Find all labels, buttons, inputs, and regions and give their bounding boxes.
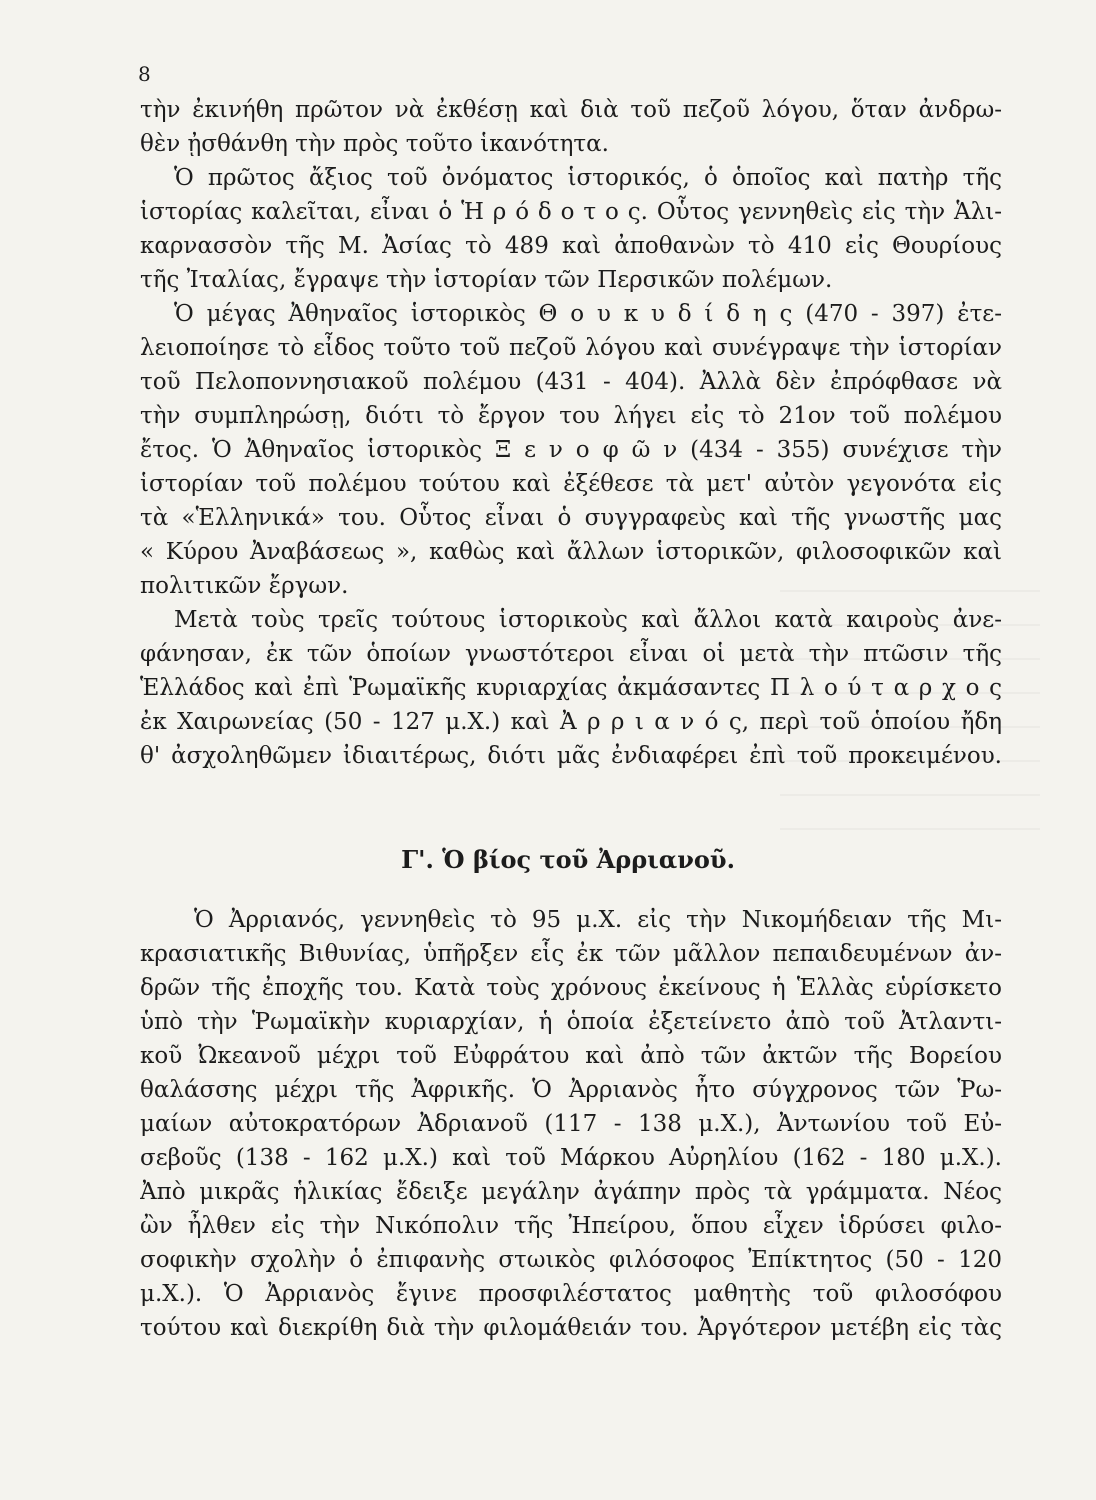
text-line: θ' ἀσχοληθῶμεν ἰδιαιτέρως, διότι μᾶς ἐνδιαφέρει ἐπὶ τοῦ προκειμένου.	[140, 743, 1002, 769]
text-line: θὲν ᾐσθάνθη τὴν πρὸς τοῦτο ἱκανότητα.	[140, 131, 609, 157]
text-line: πολιτικῶν ἔργων.	[140, 573, 349, 599]
text-line: κρασιατικῆς Βιθυνίας, ὑπῆρξεν εἷς ἐκ τῶν μᾶλλον πεπαιδευμένων ἀν-	[140, 941, 1002, 967]
text-line: ἱστορίας καλεῖται, εἶναι ὁ Ἡ ρ ό δ ο τ ο ς. Οὗτος γεννηθεὶς εἰς τὴν Ἁλι-	[140, 199, 1002, 225]
text-line: τούτου καὶ διεκρίθη διὰ τὴν φιλομάθειάν του. Ἀργότερον μετέβη εἰς τὰς	[140, 1315, 1002, 1341]
text-line: τῆς Ἰταλίας, ἔγραψε τὴν ἱστορίαν τῶν Περσικῶν πολέμων.	[140, 267, 833, 293]
text-line: καρνασσὸν τῆς Μ. Ἀσίας τὸ 489 καὶ ἀποθανὼν τὸ 410 εἰς Θουρίους	[140, 233, 1002, 259]
text-line: ἐκ Χαιρωνείας (50 - 127 μ.Χ.) καὶ Ἀ ρ ρ ι α ν ό ς, περὶ τοῦ ὁποίου ἤδη	[140, 709, 1002, 735]
text-line: σοφικὴν σχολὴν ὁ ἐπιφανὴς στωικὸς φιλόσοφος Ἐπίκτητος (50 - 120	[140, 1247, 1002, 1273]
text-line: θαλάσσης μέχρι τῆς Ἀφρικῆς. Ὁ Ἀρριανὸς ἦτο σύγχρονος τῶν Ῥω-	[140, 1077, 1002, 1103]
text-line: ὑπὸ τὴν Ῥωμαϊκὴν κυριαρχίαν, ἡ ὁποία ἐξετείνετο ἀπὸ τοῦ Ἀτλαντι-	[140, 1009, 1002, 1035]
text-line: Ὁ πρῶτος ἄξιος τοῦ ὀνόματος ἱστορικός, ὁ ὁποῖος καὶ πατὴρ τῆς	[174, 165, 1002, 191]
text-line: ὢν ἦλθεν εἰς τὴν Νικόπολιν τῆς Ἠπείρου, ὅπου εἶχεν ἱδρύσει φιλο-	[140, 1213, 1002, 1239]
page-number: 8	[138, 62, 151, 86]
text-line: τοῦ Πελοποννησιακοῦ πολέμου (431 - 404). Ἀλλὰ δὲν ἐπρόφθασε νὰ	[140, 369, 1002, 395]
text-line: τὴν συμπληρώσῃ, διότι τὸ ἔργον του λήγει εἰς τὸ 21ον τοῦ πολέμου	[140, 403, 1002, 429]
text-line: τὴν ἐκινήθη πρῶτον νὰ ἐκθέσῃ καὶ διὰ τοῦ πεζοῦ λόγου, ὅταν ἀνδρω-	[140, 97, 1002, 123]
text-line: κοῦ Ὠκεανοῦ μέχρι τοῦ Εὐφράτου καὶ ἀπὸ τῶν ἀκτῶν τῆς Βορείου	[140, 1043, 1002, 1069]
body-text-block-2	[140, 903, 1002, 1345]
section-heading: Γ'. Ὁ βίος τοῦ Ἀρριανοῦ.	[401, 845, 735, 874]
text-line: τὰ «Ἑλληνικά» του. Οὗτος εἶναι ὁ συγγραφεὺς καὶ τῆς γνωστῆς μας	[140, 505, 1002, 531]
text-line: μ.Χ.). Ὁ Ἀρριανὸς ἔγινε προσφιλέστατος μαθητὴς τοῦ φιλοσόφου	[140, 1281, 1002, 1307]
text-line: Ἀπὸ μικρᾶς ἡλικίας ἔδειξε μεγάλην ἀγάπην πρὸς τὰ γράμματα. Νέος	[140, 1179, 1002, 1205]
text-line: Ὁ μέγας Ἀθηναῖος ἱστορικὸς Θ ο υ κ υ δ ί δ η ς (470 - 397) ἐτε-	[174, 301, 1002, 327]
text-line: ἔτος. Ὁ Ἀθηναῖος ἱστορικὸς Ξ ε ν ο φ ῶ ν (434 - 355) συνέχισε τὴν	[140, 437, 1002, 463]
text-line: « Κύρου Ἀναβάσεως », καθὼς καὶ ἄλλων ἱστορικῶν, φιλοσοφικῶν καὶ	[140, 539, 1002, 565]
body-text-block-1	[140, 93, 1002, 773]
text-line: Ἑλλάδος καὶ ἐπὶ Ῥωμαϊκῆς κυριαρχίας ἀκμάσαντες Π λ ο ύ τ α ρ χ ο ς	[140, 675, 1002, 701]
text-line: μαίων αὐτοκρατόρων Ἀδριανοῦ (117 - 138 μ.Χ.), Ἀντωνίου τοῦ Εὐ-	[140, 1111, 1002, 1137]
text-line: δρῶν τῆς ἐποχῆς του. Κατὰ τοὺς χρόνους ἐκείνους ἡ Ἑλλὰς εὑρίσκετο	[140, 975, 1002, 1001]
text-line: ἱστορίαν τοῦ πολέμου τούτου καὶ ἐξέθεσε τὰ μετ' αὐτὸν γεγονότα εἰς	[140, 471, 1002, 497]
text-line: Μετὰ τοὺς τρεῖς τούτους ἱστορικοὺς καὶ ἄλλοι κατὰ καιροὺς ἀνε-	[174, 607, 1002, 633]
text-line: σεβοῦς (138 - 162 μ.Χ.) καὶ τοῦ Μάρκου Αὐρηλίου (162 - 180 μ.Χ.).	[140, 1145, 1002, 1171]
text-line: Ὁ Ἀρριανός, γεννηθεὶς τὸ 95 μ.Χ. εἰς τὴν Νικομήδειαν τῆς Μι-	[194, 907, 1002, 933]
text-line: φάνησαν, ἐκ τῶν ὁποίων γνωστότεροι εἶναι οἱ μετὰ τὴν πτῶσιν τῆς	[140, 641, 1002, 667]
text-line: λειοποίησε τὸ εἶδος τοῦτο τοῦ πεζοῦ λόγου καὶ συνέγραψε τὴν ἱστορίαν	[140, 335, 1002, 361]
